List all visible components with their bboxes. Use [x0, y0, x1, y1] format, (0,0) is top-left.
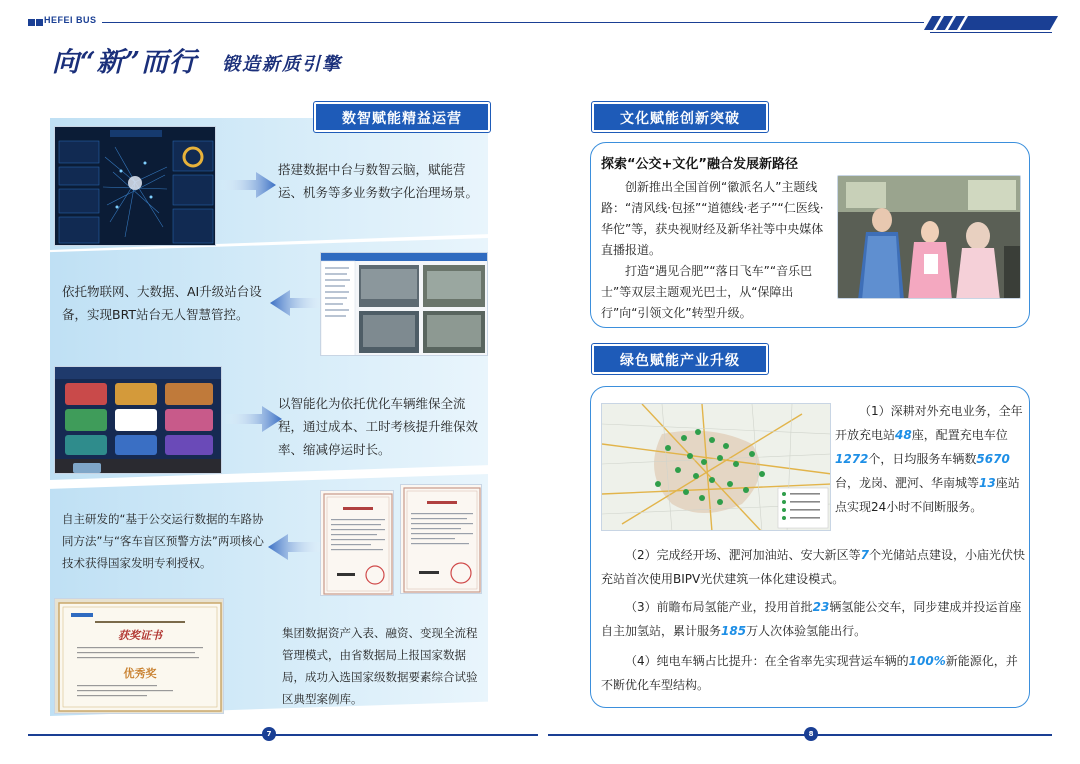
- page-subtitle: 锻造新质引擎: [222, 54, 342, 75]
- item-5-text: 集团数据资产入表、融资、变现全流程管理模式，由省数据局上报国家数据局，成功入选国家级数据要素综合试验区典型案例库。: [282, 626, 478, 706]
- arrow-right-icon: [224, 406, 282, 432]
- item-4-text: 自主研发的“基于公交运行数据的车路协同方法”与“客车盲区预警方法”两项核心技术获得国家发明专利授权。: [62, 512, 264, 570]
- culture-bus-photo: [837, 175, 1021, 299]
- header-rule: [102, 22, 924, 23]
- green-item-3: （3）前瞻布局氢能产业，投用首批23辆氢能公交车，同步建成并投运首座自主加氢站，累计服务185万人次体验氢能出行。: [601, 600, 1022, 638]
- stat-ev-share: 100%: [908, 654, 946, 668]
- stat-hydrogen-riders: 185: [721, 624, 747, 638]
- green-item-4: （4）纯电车辆占比提升：在全省率先实现营运车辆的100%新能源化，并不断优化车型结构。: [601, 654, 1018, 692]
- section-title-green: 绿色赋能产业升级: [592, 344, 768, 374]
- patent-certificate-1: [320, 490, 394, 596]
- culture-heading: 探索“公交+文化”融合发展新路径: [601, 157, 798, 172]
- stat-charging-spots: 1272: [835, 452, 869, 466]
- brand-label: HEFEI BUS: [44, 15, 97, 25]
- page-number-left: 7: [262, 727, 276, 741]
- maintenance-screenshot: [54, 366, 222, 474]
- charging-map: [601, 403, 831, 531]
- award-cert-prize: 优秀奖: [123, 667, 157, 680]
- culture-card: [590, 142, 1030, 328]
- item-3-text: 以智能化为依托优化车辆维保全流程，通过成本、工时考核提升维保效率、缩减停运时长。: [278, 396, 479, 457]
- patent-certificate-2: [400, 484, 482, 594]
- footer-rule-left: [28, 734, 538, 736]
- award-certificate: [54, 598, 224, 714]
- footer-rule-right: [548, 734, 1052, 736]
- header-stripe-long: [960, 16, 1058, 30]
- stat-charging-stations: 48: [895, 428, 912, 442]
- stat-solar-sites: 7: [860, 548, 869, 562]
- section-title-culture: 文化赋能创新突破: [592, 102, 768, 132]
- header-square: [36, 19, 43, 26]
- page-title: 向“新”而行: [52, 47, 198, 78]
- stat-24h-stations: 13: [979, 476, 996, 490]
- arrow-right-icon: [218, 172, 276, 198]
- dashboard-screenshot: [54, 126, 216, 246]
- brt-monitor-screenshot: [320, 252, 488, 356]
- page-number-right: 8: [804, 727, 818, 741]
- green-card: [590, 386, 1030, 708]
- header-square: [28, 19, 35, 26]
- stat-hydrogen-buses: 23: [812, 600, 830, 614]
- item-1-text: 搭建数据中台与数智云脑，赋能营运、机务等多业务数字化治理场景。: [278, 162, 479, 200]
- stat-daily-vehicles: 5670: [976, 452, 1010, 466]
- green-item-1: （1）深耕对外充电业务，全年开放充电站48座，配置充电车位1272个，日均服务车辆数5670台，龙岗、淝河、华南城等13座站点实现24小时不间断服务。: [835, 404, 1023, 514]
- culture-paragraph-2: 打造“遇见合肥”“落日飞车”“音乐巴士”等双层主题观光巴士，从“保障出行”向“引领文化”转型升级。: [601, 264, 813, 320]
- green-item-2: （2）完成经开场、淝河加油站、安大新区等7个光储站点建设，小庙光伏快充站首次使用BIPV光伏建筑一体化建设模式。: [601, 548, 1026, 586]
- award-cert-title: 获奖证书: [118, 629, 162, 642]
- section-title-digital: 数智赋能精益运营: [314, 102, 490, 132]
- header-rule-2: [930, 32, 1052, 33]
- culture-paragraph-1: 创新推出全国首例“徽派名人”主题线路：“清风线·包拯”“道德线·老子”“仁医线·华佗”等，获央视财经及新华社等中央媒体直播报道。: [601, 180, 824, 257]
- arrow-left-icon: [268, 534, 326, 560]
- item-2-text: 依托物联网、大数据、AI升级站台设备，实现BRT站台无人智慧管控。: [62, 284, 262, 322]
